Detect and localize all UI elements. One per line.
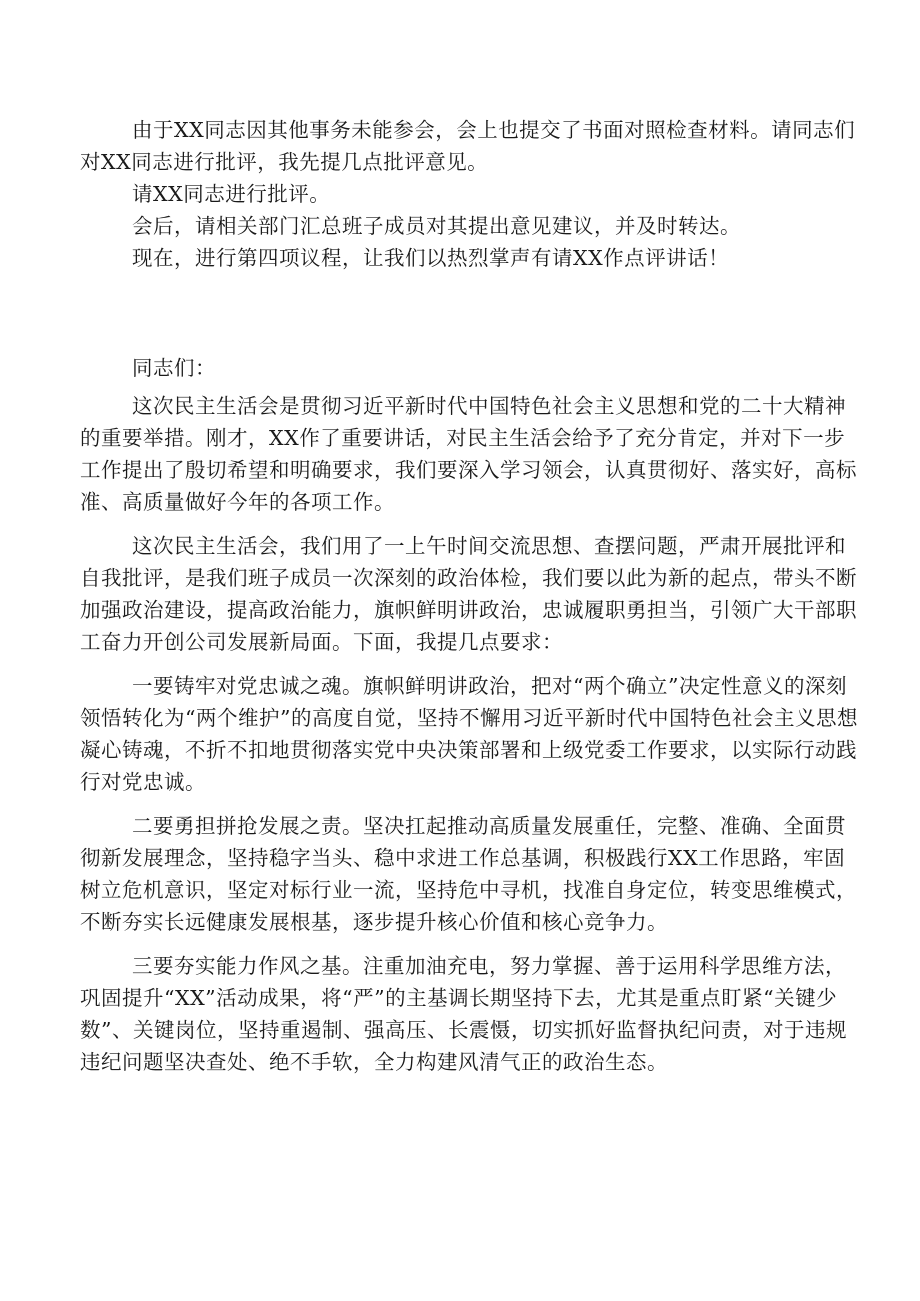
intro-section [80, 114, 862, 274]
speech-section [80, 352, 862, 1078]
speech-paragraph: 一要铸牢对党忠诚之魂。旗帜鲜明讲政治，把对“两个确立”决定性意义的深刻领悟转化为“两个维护”的高度自觉，坚持不懈用习近平新时代中国特色社会主义思想凝心铸魂，不折不扣地贯彻落实党中央决策部署和上级党委工作要求，以实际行动践行对党忠诚。 [80, 674, 858, 794]
intro-paragraph: 由于XX同志因其他事务未能参会，会上也提交了书面对照检查材料。请同志们对XX同志进行批评，我先提几点批评意见。 [80, 118, 856, 174]
speech-paragraph: 这次民主生活会，我们用了一上午时间交流思想、查摆问题，严肃开展批评和自我批评，是我们班子成员一次深刻的政治体检，我们要以此为新的起点，带头不断加强政治建设，提高政治能力，旗帜鲜明讲政治，忠诚履职勇担当，引领广大干部职工奋力开创公司发展新局面。下面，我提几点要求： [80, 534, 857, 654]
intro-paragraph: 现在，进行第四项议程，让我们以热烈掌声有请XX作点评讲话！ [132, 246, 730, 270]
intro-paragraph: 请XX同志进行批评。 [132, 182, 331, 206]
speech-paragraph: 这次民主生活会是贯彻习近平新时代中国特色社会主义思想和党的二十大精神的重要举措。刚才，XX作了重要讲话，对民主生活会给予了充分肯定，并对下一步工作提出了殷切希望和明确要求，我们要深入学习领会，认真贯彻好、落实好，高标准、高质量做好今年的各项工作。 [80, 394, 857, 514]
intro-paragraph: 会后，请相关部门汇总班子成员对其提出意见建议，并及时转达。 [132, 214, 741, 238]
speech-paragraph: 三要夯实能力作风之基。注重加油充电，努力掌握、善于运用科学思维方法，巩固提升“XX”活动成果，将“严”的主基调长期坚持下去，尤其是重点盯紧“关键少数”、关键岗位，坚持重遏制、强高压、长震慑，切实抓好监督执纪问责，对于违规违纪问题坚决查处、绝不手软，全力构建风清气正的政治生态。 [80, 954, 847, 1074]
salutation: 同志们： [132, 356, 216, 380]
speech-paragraph: 二要勇担拼抢发展之责。坚决扛起推动高质量发展重任，完整、准确、全面贯彻新发展理念，坚持稳字当头、稳中求进工作总基调，积极践行XX工作思路，牢固树立危机意识，坚定对标行业一流，坚持危中寻机，找准自身定位，转变思维模式，不断夯实长远健康发展根基，逐步提升核心价值和核心竞争力。 [80, 814, 857, 934]
